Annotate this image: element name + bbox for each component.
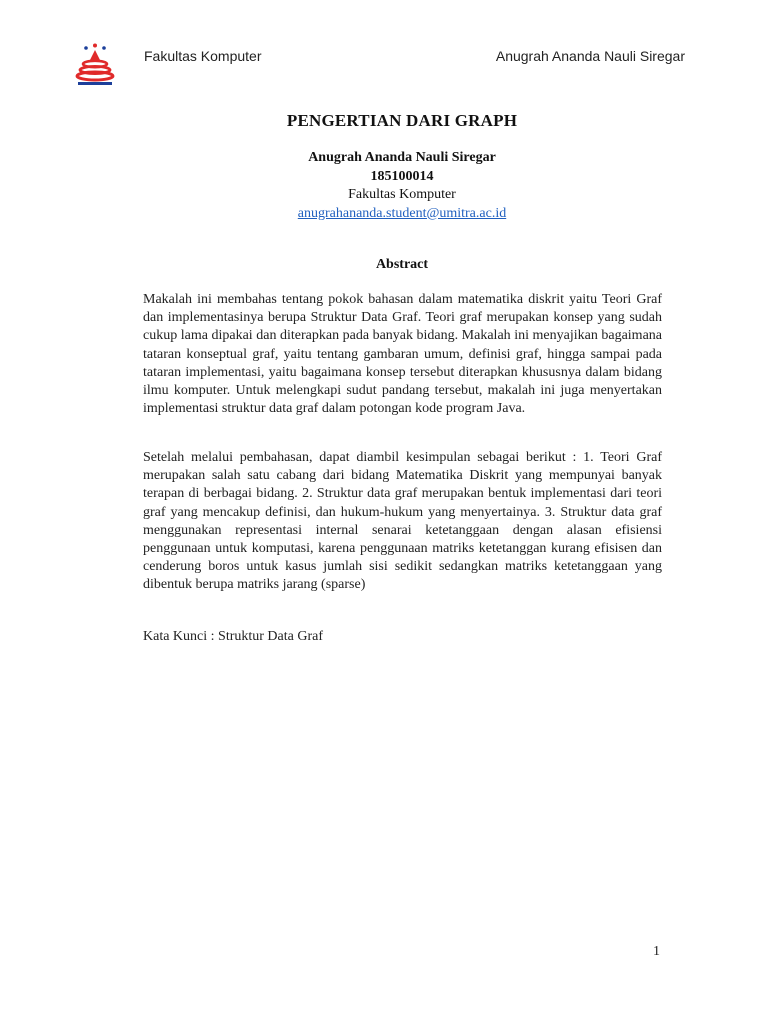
header-author: Anugrah Ananda Nauli Siregar — [495, 48, 685, 64]
university-logo-icon — [72, 42, 118, 88]
email-link[interactable]: anugrahananda.student@umitra.ac.id — [297, 205, 507, 221]
page-header — [72, 40, 688, 88]
page-number: 1 — [653, 944, 660, 959]
header-faculty: Fakultas Komputer — [144, 48, 262, 64]
abstract-paragraph-1: Makalah ini membahas tentang pokok bahasan dalam matematika diskrit yaitu Teori Graf dan implementasinya berupa Struktur Data Graf. Teori graf merupakan konsep yang sudah cukup lama dipakai dan diterapkan pada banyak bidang. Makalah ini menyajikan bagaimana tataran konseptual graf, yaitu tentang gambaran umum, definisi graf, hingga sampai pada tataran implementasi, yaitu bagaimana konsep tersebut diterapkan khususnya dalam bidang ilmu komputer. Untuk melengkapi sudut pandang tersebut, makalah ini juga menyertakan implementasi struktur data graf dalam potongan kode program Java. — [143, 292, 662, 417]
abstract-heading: Abstract — [375, 257, 429, 272]
author-faculty: Fakultas Komputer — [348, 187, 456, 202]
student-id: 185100014 — [370, 168, 434, 184]
keywords: Kata Kunci : Struktur Data Graf — [143, 629, 323, 644]
author-block — [0, 149, 768, 223]
paper-title: PENGERTIAN DARI GRAPH — [286, 111, 518, 130]
abstract-paragraph-2: Setelah melalui pembahasan, dapat diambil kesimpulan sebagai berikut : 1. Teori Graf merupakan salah satu cabang dari bidang Matematika Diskrit yang mempunyai banyak terapan di berbagai bidang. 2. Struktur data graf merupakan bentuk implementasi dari teori graf yang mencakup definisi, dan hukum-hukum yang menyertainya. 3. Struktur data graf menggunakan representasi internal senarai ketetanggaan dengan alasan efisiensi penggunaan untuk komputasi, karena penggunaan matriks ketetanggan kurang efisisen dan cenderung boros untuk kasus jumlah sisi sedikit sedangkan matriks ketetanggaan yang dibentuk berupa matriks jarang (sparse) — [143, 450, 662, 593]
author-name: Anugrah Ananda Nauli Siregar — [308, 150, 496, 165]
